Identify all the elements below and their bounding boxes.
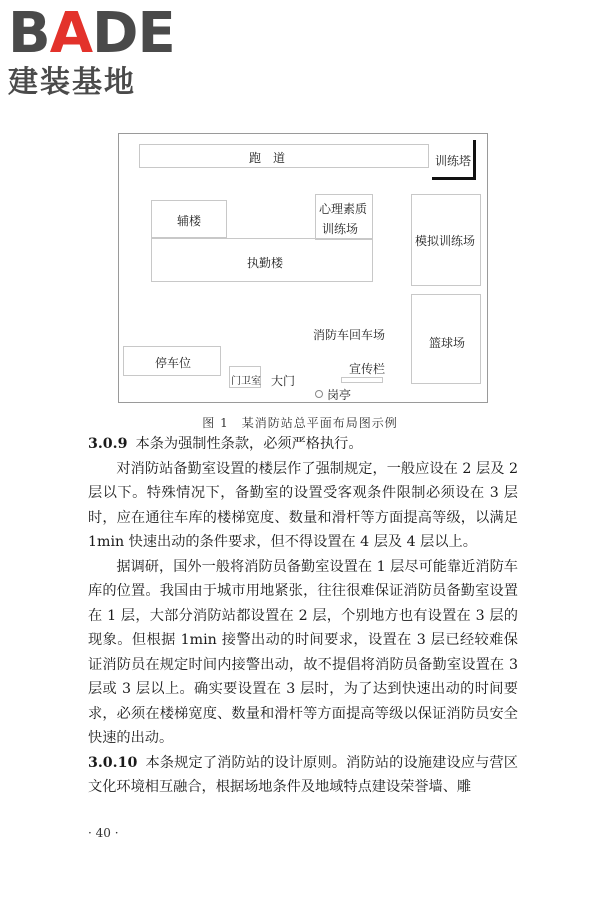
bulletin-board-area [341,377,383,383]
paragraph: 对消防站备勤室设置的楼层作了强制规定，一般应设在 2 层及 2 层以下。特殊情况下，备勤室的设置受客观条件限制必须设在 3 层时，应在通往车库的楼梯宽度、数量和滑杆等方面提高等级，以满足 1min 快速出动的条件要求，但不得设置在 4 层及 4 层以上。 [88,460,518,550]
page-number: · 40 · [88,826,119,840]
runway-label: 跑 道 [249,151,286,165]
duty-building-label: 执勤楼 [247,256,284,270]
parking-label: 停车位 [155,356,192,370]
paragraph: 据调研，国外一般将消防员备勤室设置在 1 层尽可能靠近消防车库的位置。我国由于城市用地紧张，往往很难保证消防员备勤室设置在 1 层，大部分消防站都设置在 2 层，个别地方也有设置在 3 层的现象。但根据 1min 接警出动的时间要求，设置在 3 层已经较难保证消防员在规定时间内接警出动，故不提倡将消防员备勤室设置在 3 层或 3 层以上。确实要设置在 3 层时，为了达到快速出动的时间要求，必须在楼梯宽度、数量和滑杆等方面提高等级以保证消防员安全快速的出动。 [88,558,518,746]
bade-logo [8,1,178,100]
clause-3-0-10 [88,751,518,800]
gate-label: 大门 [271,374,296,388]
figure-caption: 图 1 某消防站总平面布局图示例 [202,416,398,430]
clause-number: 3.0.9 [88,436,128,452]
body-text [88,432,518,800]
sentry-box-label: 岗亭 [327,388,352,402]
sentry-box-marker [315,390,323,398]
sim-training-label: 模拟训练场 [415,234,476,248]
logo-chinese-text: 建装基地 [8,65,136,100]
training-tower-label: 训练塔 [435,154,472,168]
clause-3-0-9 [88,432,518,457]
clause-text: 本条为强制性条款，必须严格执行。 [135,436,363,452]
site-plan-figure [118,133,488,403]
annex-label: 辅楼 [177,214,202,228]
bulletin-board-label: 宣传栏 [349,362,386,376]
logo-wordmark: BADE [8,1,175,66]
psych-training-label-1: 心理素质 [319,202,368,216]
truck-loop-label: 消防车回车场 [313,328,386,342]
guard-room-label: 门卫室 [231,376,261,387]
basketball-court-label: 篮球场 [429,336,466,350]
psych-training-label-2: 训练场 [322,222,359,236]
clause-number: 3.0.10 [88,754,138,771]
clause-text: 本条规定了消防站的设计原则。消防站的设施建设应与营区文化环境相互融合，根据场地条件及地域特点建设荣誉墙、雕 [88,754,518,795]
